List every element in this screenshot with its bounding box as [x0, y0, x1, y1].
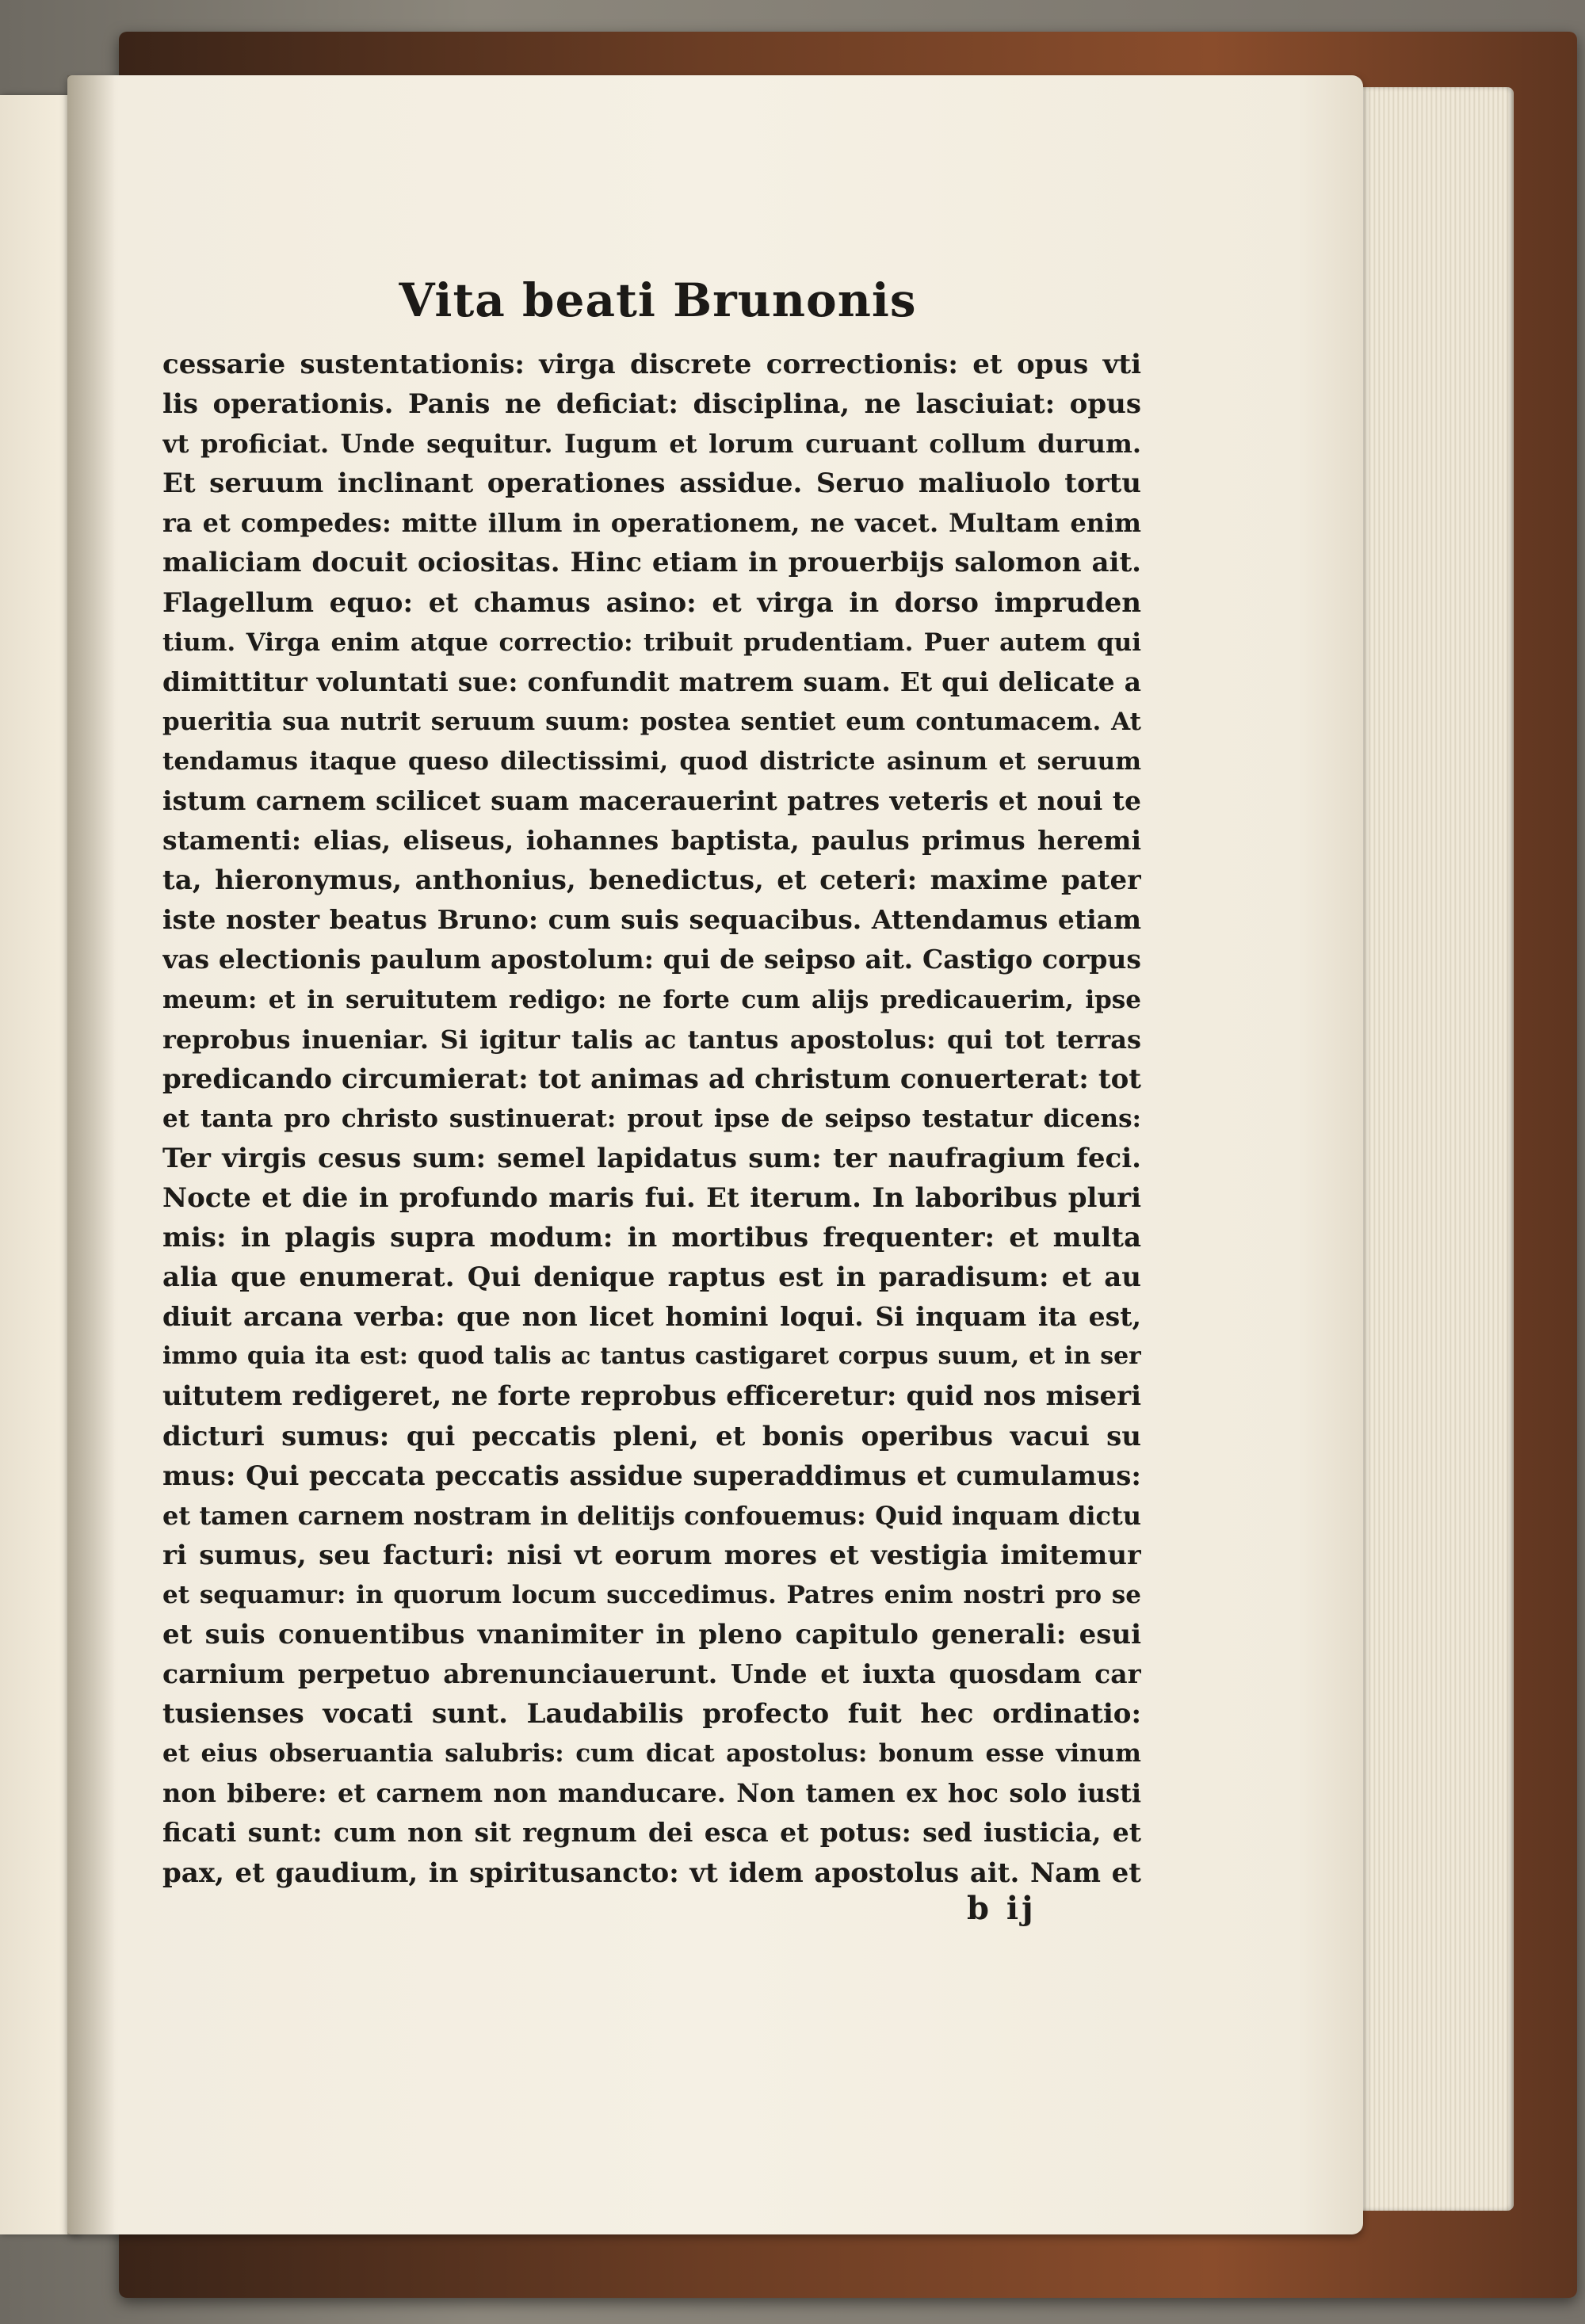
text-line: pax, et gaudium, in spiritusancto: vt idem apostolus ait. Nam et	[162, 1857, 1141, 1889]
text-line: dimittitur voluntati sue: confundit matrem suam. Et qui delicate a	[162, 666, 1141, 697]
text-line: mis: in plagis supra modum: in mortibus frequenter: et multa	[162, 1222, 1141, 1254]
text-line: meum: et in seruitutem redigo: ne forte cum alijs predicauerim, ipse	[162, 985, 1141, 1014]
text-line: istum carnem scilicet suam macerauerint patres veteris et noui te	[162, 785, 1141, 817]
text-line: alia que enumerat. Qui denique raptus est in paradisum: et au	[162, 1261, 1141, 1294]
text-block	[162, 345, 1141, 1893]
text-line: Et seruum inclinant operationes assidue. Seruo maliuolo tortu	[162, 467, 1141, 500]
text-line: ra et compedes: mitte illum in operationem, ne vacet. Multam enim	[162, 508, 1141, 539]
text-line: stamenti: elias, eliseus, iohannes baptista, paulus primus heremi	[162, 825, 1141, 857]
text-line: vas electionis paulum apostolum: qui de seipso ait. Castigo corpus	[162, 944, 1141, 975]
text-line: et suis conuentibus vnanimiter in pleno capitulo generali: esui	[162, 1619, 1141, 1650]
text-line: reprobus inueniar. Si igitur talis ac tantus apostolus: qui tot terras	[162, 1024, 1141, 1055]
text-line: et eius obseruantia salubris: cum dicat apostolus: bonum esse vinum	[162, 1739, 1141, 1769]
text-line: iste noster beatus Bruno: cum suis sequacibus. Attendamus etiam	[162, 904, 1141, 936]
text-line: non bibere: et carnem non manducare. Non tamen ex hoc solo iusti	[162, 1778, 1141, 1809]
text-line: Nocte et die in profundo maris fui. Et iterum. In laboribus pluri	[162, 1181, 1141, 1214]
text-line: uitutem redigeret, ne forte reprobus efficeretur: quid nos miseri	[162, 1380, 1141, 1413]
text-line: ri sumus, seu facturi: nisi vt eorum mores et vestigia imitemur	[162, 1539, 1141, 1571]
text-line: predicando circumierat: tot animas ad christum conuerterat: tot	[162, 1063, 1141, 1095]
text-line: tium. Virga enim atque correctio: tribuit prudentiam. Puer autem qui	[162, 628, 1141, 657]
text-line: et sequamur: in quorum locum succedimus. Patres enim nostri pro se	[162, 1580, 1141, 1609]
page-edges	[1347, 87, 1514, 2211]
text-line: diuit arcana verba: que non licet homini loqui. Si inquam ita est,	[162, 1301, 1141, 1333]
text-line: dicturi sumus: qui peccatis pleni, et bonis operibus vacui su	[162, 1420, 1141, 1452]
text-line: ta, hieronymus, anthonius, benedictus, et ceteri: maxime pater	[162, 864, 1141, 897]
text-line: lis operationis. Panis ne deficiat: disciplina, ne lasciuiat: opus	[162, 388, 1141, 421]
text-line: tusienses vocati sunt. Laudabilis profecto fuit hec ordinatio:	[162, 1698, 1141, 1731]
text-line: et tamen carnem nostram in delitijs confouemus: Quid inquam dictu	[162, 1500, 1141, 1531]
text-line: maliciam docuit ociositas. Hinc etiam in prouerbijs salomon ait.	[162, 547, 1141, 579]
text-line: immo quia ita est: quod talis ac tantus castigaret corpus suum, et in ser	[162, 1342, 1141, 1371]
text-line: cessarie sustentationis: virga discrete correctionis: et opus vti	[162, 349, 1141, 380]
text-line: tendamus itaque queso dilectissimi, quod districte asinum et seruum	[162, 746, 1141, 776]
text-line: ficati sunt: cum non sit regnum dei esca et potus: sed iusticia, et	[162, 1817, 1141, 1849]
text-line: carnium perpetuo abrenunciauerunt. Unde et iuxta quosdam car	[162, 1658, 1141, 1690]
text-line: vt proficiat. Unde sequitur. Iugum et lorum curuant collum durum.	[162, 429, 1141, 460]
signature-mark: b ij	[967, 1890, 1037, 1927]
text-line: pueritia sua nutrit seruum suum: postea sentiet eum contumacem. At	[162, 707, 1141, 736]
text-line: et tanta pro christo sustinuerat: prout ipse de seipso testatur dicens:	[162, 1104, 1141, 1133]
text-line: Ter virgis cesus sum: semel lapidatus sum: ter naufragium feci.	[162, 1142, 1141, 1174]
text-line: mus: Qui peccata peccatis assidue superaddimus et cumulamus:	[162, 1460, 1141, 1492]
running-head: Vita beati Brunonis	[399, 273, 917, 327]
text-line: Flagellum equo: et chamus asino: et virga in dorso impruden	[162, 586, 1141, 619]
